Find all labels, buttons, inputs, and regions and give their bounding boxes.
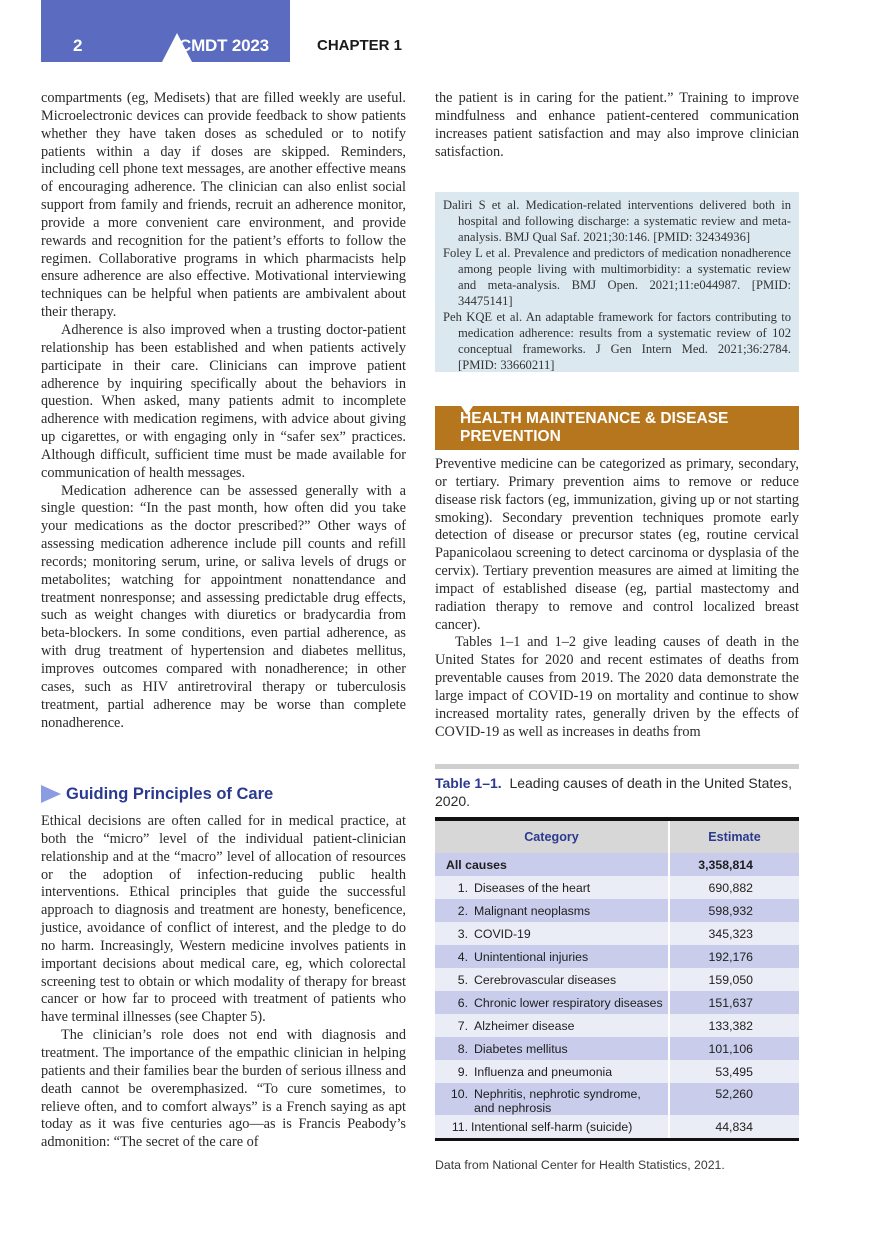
health-maintenance-section-bar (435, 406, 799, 450)
reference-item: Daliri S et al. Medication-related interventions delivered both in hospital and following discharge: a systematic review and meta-analysis. BMJ Qual Saf. 2021;30:146. [PMID: 32434936] (443, 198, 791, 244)
references-box (435, 192, 799, 372)
table-top-rule (435, 764, 799, 769)
estimate-cell: 690,882 (669, 876, 799, 899)
left-column-body (41, 90, 406, 732)
chapter-label: CHAPTER 1 (317, 37, 403, 54)
rank: 9. (457, 1064, 468, 1079)
triangle-arrow-icon (41, 785, 61, 803)
table-label: Table 1–1. (435, 775, 502, 791)
category-cell: Nephritis, nephrotic syndrome, and nephrosis (474, 1087, 641, 1115)
estimate-cell: 52,260 (669, 1083, 799, 1115)
table-row (435, 876, 799, 899)
table-caption-text: Leading causes of death in the United States, 2020. (435, 775, 792, 809)
estimate-cell: 101,106 (669, 1037, 799, 1060)
guiding-principles-heading (41, 782, 273, 806)
estimate-cell: 159,050 (669, 968, 799, 991)
paragraph: the patient is in caring for the patient.” Training to improve mindfulness and enhance patient-centered communication increases patient satisfaction and may also improve clinician satisfaction. (435, 90, 799, 160)
paragraph: The clinician’s role does not end with diagnosis and treatment. The importance of the empathic clinician in helping patients and their families bear the burden of serious illness and death cannot be overemphasized. “To cure sometimes, to relieve often, and to comfort always” is a French saying as apt today as it was five centuries ago—as is Francis Peabody’s admonition: “The secret of the care of (41, 1027, 406, 1151)
table-row (435, 922, 799, 945)
table-row (435, 1014, 799, 1037)
page-number: 2 (73, 36, 83, 55)
health-maintenance-body (435, 456, 799, 742)
rank: 5. (457, 972, 468, 987)
category-cell: Unintentional injuries (474, 949, 589, 964)
rank: 6. (457, 995, 468, 1010)
rank: 4. (457, 949, 468, 964)
table-row (435, 1115, 799, 1140)
reference-item: Foley L et al. Prevalence and predictors of medication nonadherence among people living with multimorbidity: a systematic review and meta-analysis. BMJ Open. 2021;11:e044987. [PMID: 34475141] (443, 246, 791, 308)
column-header-estimate: Estimate (669, 819, 799, 853)
paragraph: Ethical decisions are often called for in medical practice, at both the “micro” level of the individual patient-clinician relationship and at the “macro” level of allocation of resources or the adoption of infection-reducing public health interventions. Ethical principles that guide the successful approach to diagnosis and treatment are honesty, beneficence, justice, avoidance of conflict of interest, and the pledge to do no harm. Increasingly, Western medicine involves patients in important decisions about medical care, eg, which colorectal screening test to obtain or which modality of therapy for breast cancer or how far to proceed with treatment of patients who have terminal illnesses (see Chapter 5). (41, 813, 406, 1026)
table-row (435, 1037, 799, 1060)
category-cell: Chronic lower respiratory diseases (474, 995, 663, 1010)
paragraph: Adherence is also improved when a trusting doctor-patient relationship has been established and when patients actively participate in their care. Clinicians can improve patient adherence by inquiring specifically about the behaviors in question. When asked, many patients admit to incomplete adherence with medication regimens, with advice about giving up cigarettes, or with engaging only in “safer sex” practices. Although difficult, sufficient time must be made available for communication of health messages. (41, 321, 406, 481)
paragraph: Medication adherence can be assessed generally with a single question: “In the past month, how often did you take your medications as the doctor prescribed?” Other ways of assessing medication adherence include pill counts and refill records; monitoring serum, urine, or saliva levels of drugs or metabolites; watching for appointment nonattendance and treatment nonresponse; and assessing predictable drug effects, such as weight changes with diuretics or bradycardia from beta-blockers. In some conditions, even partial adherence, as with drug treatment of hypertension and diabetes mellitus, improves outcomes compared with nonadherence; in other cases, such as HIV antiretroviral therapy or tuberculosis treatment, partial adherence may be worse than complete nonadherence. (41, 482, 406, 731)
estimate-cell: 192,176 (669, 945, 799, 968)
category-cell: COVID-19 (474, 926, 531, 941)
category-cell: Alzheimer disease (474, 1018, 575, 1033)
rank: 2. (457, 903, 468, 918)
section-title-line: HEALTH MAINTENANCE & DISEASE (460, 410, 729, 427)
table-source-note: Data from National Center for Health Statistics, 2021. (435, 1158, 725, 1172)
estimate-cell: 151,637 (669, 991, 799, 1014)
leading-causes-table (435, 817, 799, 1141)
estimate-cell: 598,932 (669, 899, 799, 922)
paragraph: Preventive medicine can be categorized as primary, secondary, or tertiary. Primary prevention aims to remove or reduce disease risk factors (eg, immunization, giving up or not starting smoking). Secondary prevention techniques promote early detection of disease or precursor states (eg, routine cervical Papanicolaou screening to detect carcinoma or dysplasia of the cervix). Tertiary prevention measures are aimed at limiting the impact of established disease (eg, partial mastectomy and radiation therapy to remove and control localized breast cancer). (435, 456, 799, 633)
section-heading: Guiding Principles of Care (66, 784, 274, 803)
table-row (435, 945, 799, 968)
paragraph: Tables 1–1 and 1–2 give leading causes of death in the United States for 2020 and recent estimates of deaths from preventable causes from 2019. The 2020 data demonstrate the large impact of COVID-19 on mortality and continue to show increased mortality rates, generally driven by the effects of COVID-19 as well as increases in deaths from (435, 634, 799, 740)
table-row-total (435, 853, 799, 876)
category-cell: Diseases of the heart (474, 880, 591, 895)
category-cell: Influenza and pneumonia (474, 1064, 613, 1079)
guiding-principles-body (41, 813, 406, 1152)
section-title (460, 410, 728, 446)
section-title-line: PREVENTION (460, 428, 561, 445)
estimate-cell: 133,382 (669, 1014, 799, 1037)
table-row (435, 899, 799, 922)
paragraph: compartments (eg, Medisets) that are filled weekly are useful. Microelectronic devices can provide feedback to show patients whether they have taken doses as scheduled or to notify patients within a day if doses are skipped. Reminders, including cell phone text messages, are another effective means of encouraging adherence. The clinician can also enlist social support from family and friends, recruit an adherence monitor, provide a more convenient care environment, and provide rewards and recognition for the patient’s efforts to follow the regimen. Collaborative programs in which pharmacists help ensure adherence are also effective. Motivational interviewing techniques can be helpful when patients are ambivalent about their therapy. (41, 90, 406, 321)
table-row (435, 968, 799, 991)
rank: 10. (450, 1087, 468, 1101)
table-caption (435, 774, 799, 810)
rank: 7. (457, 1018, 468, 1033)
table-row (435, 1083, 799, 1115)
right-column-intro (435, 90, 799, 161)
category-cell: Diabetes mellitus (474, 1041, 568, 1056)
table-row (435, 991, 799, 1014)
category-cell: Malignant neoplasms (474, 903, 591, 918)
table-header-row (435, 819, 799, 853)
reference-item: Peh KQE et al. An adaptable framework for factors contributing to medication adherence: results from a systematic review of 102 conceptual frameworks. J Gen Intern Med. 2021;36:2784. [PMID: 33660211] (443, 310, 791, 372)
rank: 1. (457, 880, 468, 895)
rank: 8. (457, 1041, 468, 1056)
rank: 3. (457, 926, 468, 941)
estimate-cell: 345,323 (669, 922, 799, 945)
estimate-cell: 53,495 (669, 1060, 799, 1083)
estimate-cell: 3,358,814 (669, 853, 799, 876)
estimate-cell: 44,834 (669, 1115, 799, 1140)
category-cell: Intentional self-harm (suicide) (471, 1119, 633, 1134)
category-cell: Cerebrovascular diseases (474, 972, 617, 987)
category-cell: All causes (435, 853, 669, 876)
book-title: CMDT 2023 (179, 36, 269, 55)
rank: 11. (451, 1119, 468, 1134)
table-row (435, 1060, 799, 1083)
column-header-category: Category (435, 819, 669, 853)
